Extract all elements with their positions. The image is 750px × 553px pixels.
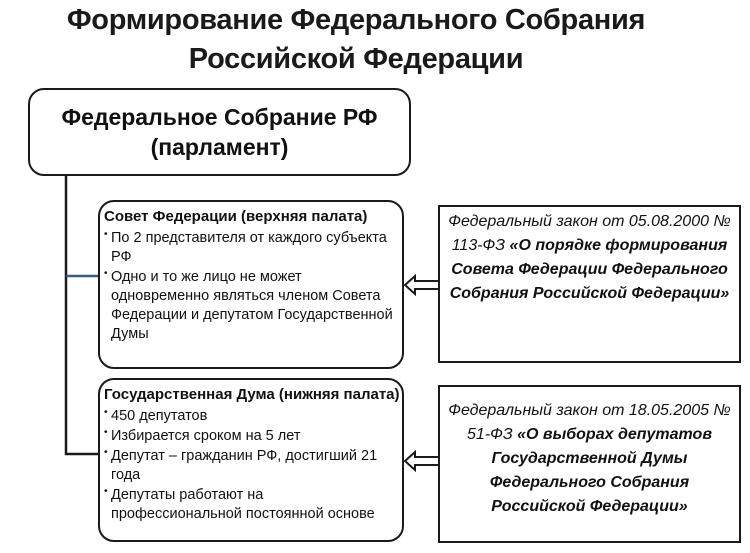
law-name: «О порядке формирования Совета Федерации Федерального Собрания Российской Федерации» [449, 237, 730, 302]
state-duma-box [98, 378, 404, 542]
arrow-left-icon [405, 276, 439, 294]
law-name: «О выборах депутатов Государственной Думы Федерального Собрания Российской Федерации» [489, 426, 712, 515]
parliament-title: Федеральное Собрание РФ [61, 104, 378, 130]
law-prefix: Федеральный закон от 18.05.2005 № 51-ФЗ [448, 402, 731, 443]
diagram-title-line-1: Формирование Федерального Собрания [66, 4, 646, 36]
bullet-item: • Депутаты работают на профессиональной постоянной основе [104, 486, 396, 524]
bullet-item: • Депутат – гражданин РФ, достигший 21 года [104, 447, 396, 485]
parliament-box [28, 88, 411, 176]
bullet-item: • Избирается сроком на 5 лет [104, 427, 396, 446]
state-duma-heading: Государственная Дума (нижняя палата) [104, 386, 400, 403]
federation-council-law-box [438, 205, 741, 363]
law-prefix: Федеральный закон от 05.08.2000 № 113-ФЗ [448, 213, 731, 254]
federation-council-box [98, 200, 404, 369]
arrow-left-icon [405, 452, 439, 470]
federation-council-bullets [104, 229, 396, 344]
state-duma-bullets [104, 407, 396, 524]
bullet-item: • Одно и то же лицо не может одновременно являться членом Совета Федерации и депутатом Государственной Думы [104, 268, 396, 344]
bullet-item: • 450 депутатов [104, 407, 396, 426]
state-duma-law-box [438, 385, 741, 543]
diagram-title-line-2: Российской Федерации [188, 43, 524, 75]
bullet-item: • По 2 представителя от каждого субъекта РФ [104, 229, 396, 267]
parliament-subtitle: (парламент) [150, 134, 289, 160]
federation-council-heading: Совет Федерации (верхняя палата) [104, 208, 368, 225]
